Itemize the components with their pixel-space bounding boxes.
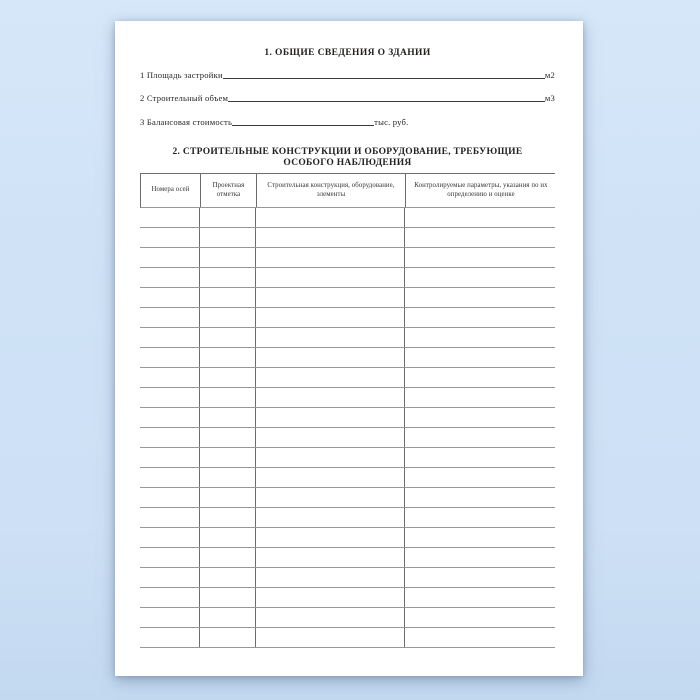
section2-title [140, 147, 555, 169]
table-cell[interactable] [200, 248, 256, 267]
table-row [140, 468, 555, 488]
table-row [140, 628, 555, 648]
table-row [140, 308, 555, 328]
section2-title-line1: 2. СТРОИТЕЛЬНЫЕ КОНСТРУКЦИИ И ОБОРУДОВАНИЕ, ТРЕБУЮЩИЕ [172, 147, 523, 157]
table-cell[interactable] [405, 288, 555, 307]
table-cell[interactable] [140, 628, 200, 647]
field-row-1 [140, 64, 555, 88]
table-cell[interactable] [140, 428, 200, 447]
table-row [140, 608, 555, 628]
table-row [140, 248, 555, 268]
table-cell[interactable] [200, 448, 256, 467]
table-cell[interactable] [256, 588, 405, 607]
page-content [140, 21, 555, 648]
table-cell[interactable] [200, 588, 256, 607]
table-cell[interactable] [405, 208, 555, 227]
table-row [140, 368, 555, 388]
table-row [140, 228, 555, 248]
document-page [115, 21, 583, 676]
table-cell[interactable] [140, 228, 200, 247]
column-header-1: Номера осей [141, 174, 201, 207]
table-cell[interactable] [256, 268, 405, 287]
table-cell[interactable] [140, 388, 200, 407]
table-cell[interactable] [256, 408, 405, 427]
table-cell[interactable] [405, 408, 555, 427]
table-cell[interactable] [256, 248, 405, 267]
table-cell[interactable] [200, 328, 256, 347]
table-cell[interactable] [405, 528, 555, 547]
table-cell[interactable] [256, 348, 405, 367]
observation-table-body [140, 208, 555, 648]
table-cell[interactable] [405, 448, 555, 467]
table-cell[interactable] [256, 548, 405, 567]
table-cell[interactable] [140, 208, 200, 227]
table-cell[interactable] [140, 448, 200, 467]
table-cell[interactable] [256, 488, 405, 507]
table-cell[interactable] [200, 548, 256, 567]
table-cell[interactable] [405, 328, 555, 347]
table-cell[interactable] [405, 568, 555, 587]
column-header-4: Контролируемые параметры, указания по их определению и оценке [414, 181, 548, 198]
table-cell[interactable] [200, 528, 256, 547]
table-cell[interactable] [200, 208, 256, 227]
table-cell[interactable] [405, 608, 555, 627]
table-row [140, 288, 555, 308]
table-cell[interactable] [405, 548, 555, 567]
table-cell[interactable] [405, 488, 555, 507]
field-unit-label: тыс. руб. [374, 116, 409, 127]
table-cell[interactable] [256, 228, 405, 247]
table-cell[interactable] [256, 628, 405, 647]
table-cell[interactable] [405, 628, 555, 647]
table-cell[interactable] [405, 428, 555, 447]
table-row [140, 348, 555, 368]
table-cell[interactable] [140, 268, 200, 287]
table-row [140, 488, 555, 508]
table-cell[interactable] [140, 488, 200, 507]
table-cell[interactable] [140, 288, 200, 307]
table-cell[interactable] [405, 308, 555, 327]
table-cell[interactable] [405, 368, 555, 387]
table-cell[interactable] [256, 308, 405, 327]
table-cell[interactable] [405, 348, 555, 367]
table-cell[interactable] [140, 608, 200, 627]
table-cell[interactable] [405, 268, 555, 287]
table-cell[interactable] [200, 348, 256, 367]
field-label: 3 Балансовая стоимость [140, 116, 233, 127]
field-blank-line[interactable] [232, 125, 374, 126]
observation-table-header [140, 173, 555, 208]
table-cell[interactable] [256, 568, 405, 587]
table-cell[interactable] [256, 468, 405, 487]
table-row [140, 448, 555, 468]
table-cell[interactable] [256, 388, 405, 407]
table-cell[interactable] [200, 388, 256, 407]
table-cell[interactable] [140, 468, 200, 487]
table-cell[interactable] [140, 348, 200, 367]
field-label: 2 Строительный объем [140, 93, 229, 103]
table-cell[interactable] [256, 428, 405, 447]
table-row [140, 588, 555, 608]
table-cell[interactable] [140, 368, 200, 387]
table-cell[interactable] [200, 508, 256, 527]
table-cell[interactable] [405, 468, 555, 487]
table-cell[interactable] [256, 368, 405, 387]
section1-title: 1. ОБЩИЕ СВЕДЕНИЯ О ЗДАНИИ [264, 48, 431, 58]
table-row [140, 428, 555, 448]
table-cell[interactable] [256, 608, 405, 627]
table-cell[interactable] [200, 408, 256, 427]
table-cell[interactable] [405, 508, 555, 527]
table-cell[interactable] [200, 608, 256, 627]
table-cell[interactable] [256, 528, 405, 547]
table-cell[interactable] [140, 408, 200, 427]
table-row [140, 508, 555, 528]
table-cell[interactable] [405, 248, 555, 267]
table-row [140, 548, 555, 568]
field-blank-line[interactable] [223, 78, 545, 79]
table-cell[interactable] [140, 548, 200, 567]
table-cell[interactable] [200, 368, 256, 387]
table-cell[interactable] [256, 288, 405, 307]
table-row [140, 208, 555, 228]
table-cell[interactable] [140, 588, 200, 607]
field-row-2 [140, 87, 555, 111]
table-cell[interactable] [405, 388, 555, 407]
table-cell[interactable] [200, 268, 256, 287]
table-cell[interactable] [200, 288, 256, 307]
field-unit-label: м3 [544, 93, 555, 103]
table-cell[interactable] [405, 228, 555, 247]
table-cell[interactable] [140, 328, 200, 347]
table-row [140, 268, 555, 288]
table-cell[interactable] [140, 528, 200, 547]
table-cell[interactable] [256, 448, 405, 467]
section1-fields [140, 64, 555, 135]
table-cell[interactable] [256, 328, 405, 347]
table-row [140, 568, 555, 588]
table-cell[interactable] [140, 508, 200, 527]
table-cell[interactable] [140, 308, 200, 327]
column-header-2: Проектная отметка [201, 174, 257, 207]
table-cell[interactable] [405, 588, 555, 607]
observation-table [140, 173, 555, 648]
table-cell[interactable] [256, 208, 405, 227]
table-cell[interactable] [200, 468, 256, 487]
table-cell[interactable] [200, 628, 256, 647]
table-row [140, 328, 555, 348]
table-row [140, 408, 555, 428]
table-cell[interactable] [140, 248, 200, 267]
field-row-3 [140, 111, 555, 135]
table-cell[interactable] [140, 568, 200, 587]
column-header-3: Строительная конструкция, оборудование, элементы [257, 174, 406, 207]
field-blank-line[interactable] [228, 101, 545, 102]
table-cell[interactable] [200, 308, 256, 327]
field-unit-label: м2 [544, 69, 555, 80]
field-label: 1 Площадь застройки [140, 69, 223, 80]
table-cell[interactable] [200, 228, 256, 247]
table-cell[interactable] [200, 568, 256, 587]
table-cell[interactable] [200, 428, 256, 447]
section2-title-line2: ОСОБОГО НАБЛЮДЕНИЯ [283, 157, 412, 168]
table-row [140, 388, 555, 408]
table-cell[interactable] [200, 488, 256, 507]
table-cell[interactable] [256, 508, 405, 527]
table-row [140, 528, 555, 548]
